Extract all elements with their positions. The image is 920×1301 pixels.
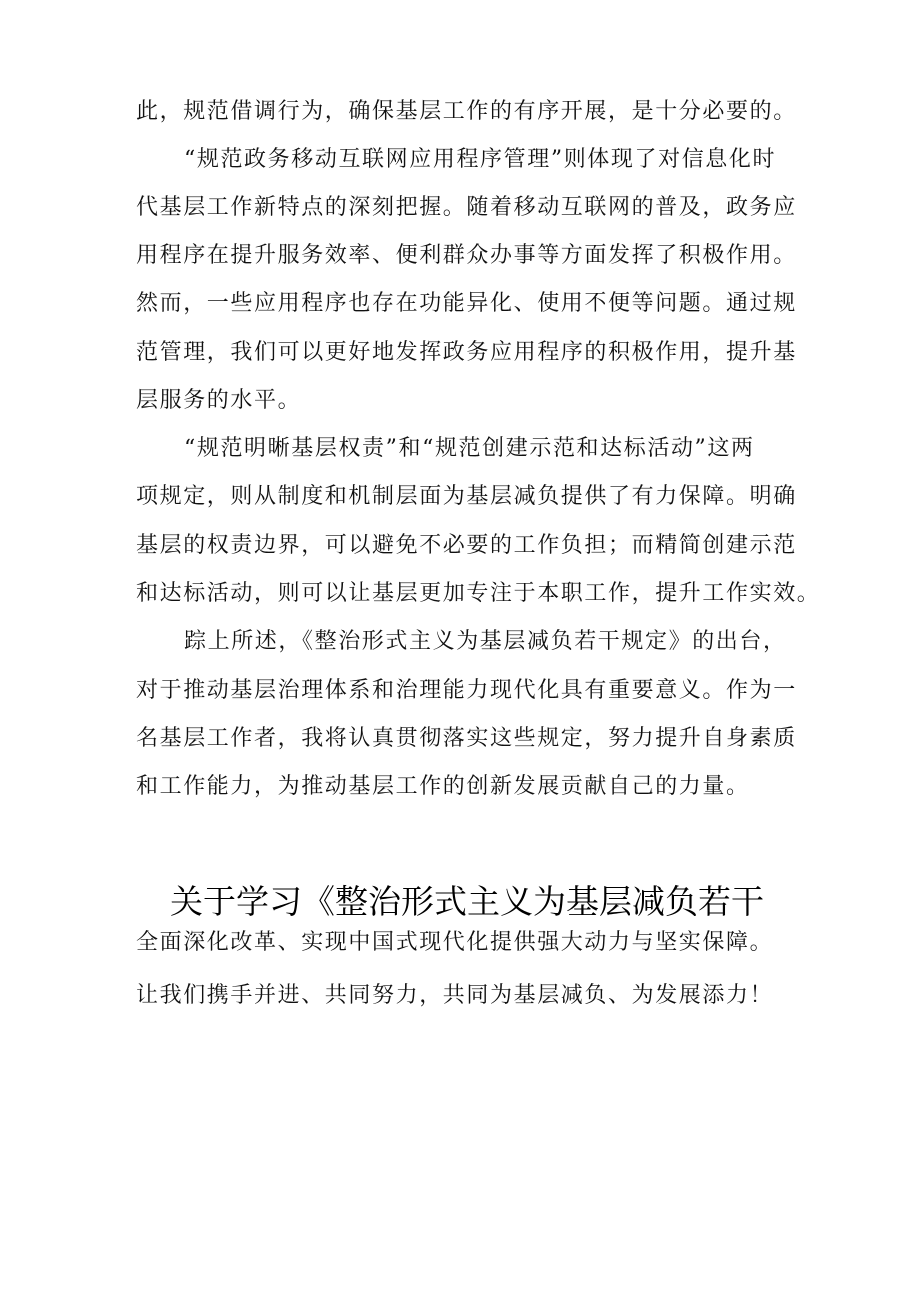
text-line: 基层的权责边界，可以避免不必要的工作负担；而精简创建示范 (136, 533, 797, 558)
text-line: 然而，一些应用程序也存在功能异化、使用不便等问题。通过规 (136, 291, 797, 316)
text-line: 让我们携手并进、共同努力，共同为基层减负、为发展添力！ (136, 983, 774, 1008)
text-line: “规范明晰基层权责”和“规范创建示范和达标活动”这两 (184, 436, 755, 461)
text-line: 用程序在提升服务效率、便利群众办事等方面发挥了积极作用。 (136, 243, 797, 268)
text-line: 项规定，则从制度和机制层面为基层减负提供了有力保障。明确 (136, 484, 797, 509)
text-line: 代基层工作新特点的深刻把握。随着移动互联网的普及，政务应 (136, 195, 797, 220)
text-line: “规范政务移动互联网应用程序管理”则体现了对信息化时 (184, 147, 777, 172)
text-line: 全面深化改革、实现中国式现代化提供强大动力与坚实保障。 (136, 930, 774, 955)
text-line: 名基层工作者，我将认真贯彻落实这些规定，努力提升自身素质 (136, 726, 797, 751)
text-line: 此，规范借调行为，确保基层工作的有序开展，是十分必要的。 (136, 99, 797, 124)
text-line: 踪上所述，《整治形式主义为基层减负若干规定》的出台， (184, 629, 787, 654)
text-line: 和达标活动，则可以让基层更加专注于本职工作，提升工作实效。 (136, 581, 821, 606)
text-line: 对于推动基层治理体系和治理能力现代化具有重要意义。作为一 (136, 678, 797, 703)
text-line: 和工作能力，为推动基层工作的创新发展贡献自己的力量。 (136, 774, 750, 799)
text-line: 层服务的水平。 (136, 388, 302, 413)
text-line: 范管理，我们可以更好地发挥政务应用程序的积极作用，提升基 (136, 340, 797, 365)
section-heading: 关于学习《整治形式主义为基层减负若干 (170, 882, 764, 921)
